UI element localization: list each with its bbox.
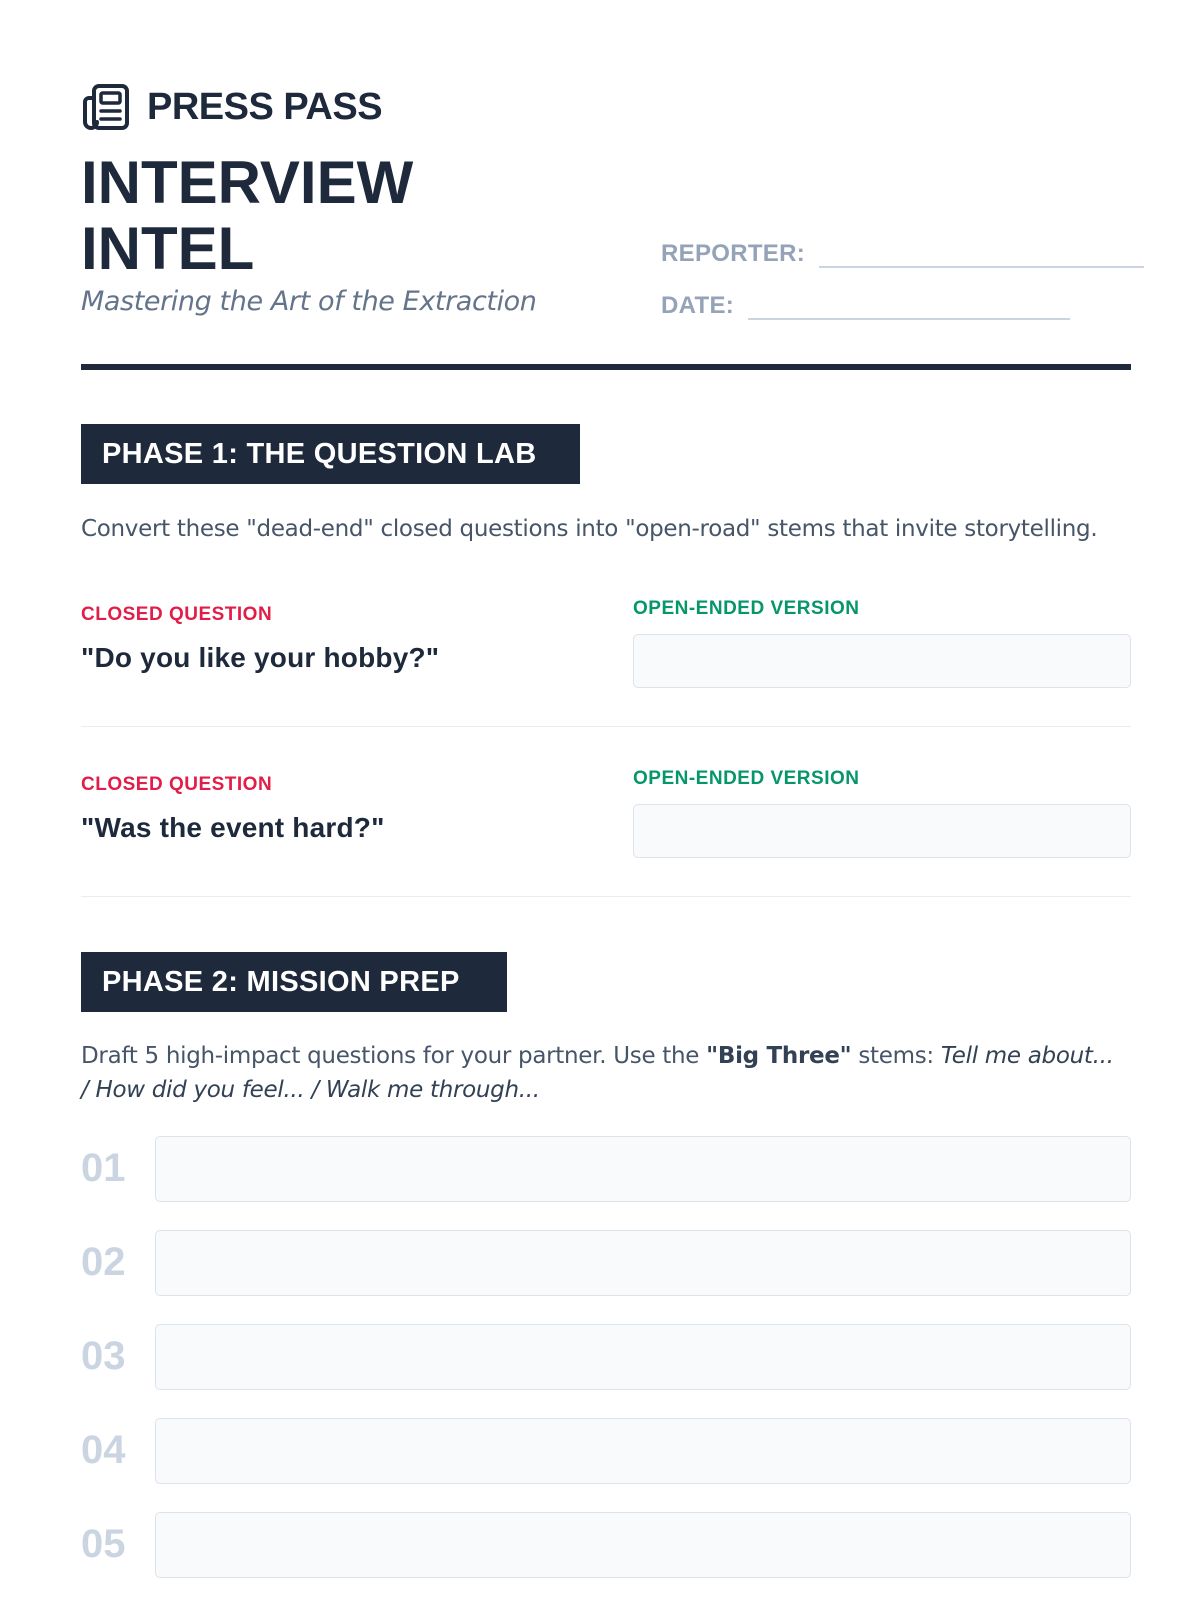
brand-name: PRESS PASS <box>147 86 383 128</box>
question-input[interactable] <box>155 1418 1131 1484</box>
question-input[interactable] <box>155 1324 1131 1390</box>
open-ended-input[interactable] <box>633 634 1131 688</box>
reporter-field <box>661 238 1144 268</box>
closed-question-label: CLOSED QUESTION <box>81 604 273 625</box>
phase2-instructions <box>81 1039 1121 1107</box>
question-number: 05 <box>81 1522 126 1566</box>
open-ended-label: OPEN-ENDED VERSION <box>633 598 860 619</box>
question-row <box>81 1136 1131 1202</box>
date-label: DATE: <box>661 292 735 319</box>
worksheet-page <box>81 0 1131 1600</box>
page-subtitle: Mastering the Art of the Extraction <box>81 286 537 317</box>
question-number: 04 <box>81 1428 126 1472</box>
header-divider <box>81 364 1131 370</box>
question-pair <box>81 756 1131 897</box>
question-stems: Tell me about... / How did you feel... / Walk me through... <box>81 1043 1114 1103</box>
question-row <box>81 1230 1131 1296</box>
closed-question-text: "Was the event hard?" <box>81 812 385 843</box>
phase2-heading: PHASE 2: MISSION PREP <box>81 952 507 1012</box>
title-line-1: INTERVIEW <box>81 149 414 216</box>
reporter-label: REPORTER: <box>661 240 806 267</box>
question-number: 03 <box>81 1334 126 1378</box>
reporter-line[interactable] <box>819 238 1144 268</box>
phase1-instructions: Convert these "dead-end" closed questions into "open-road" stems that invite storytelling. <box>81 516 1098 542</box>
closed-question-label: CLOSED QUESTION <box>81 774 273 795</box>
title-line-2: INTEL <box>81 215 255 282</box>
newspaper-icon <box>81 82 131 132</box>
question-row <box>81 1418 1131 1484</box>
question-input[interactable] <box>155 1230 1131 1296</box>
open-ended-input[interactable] <box>633 804 1131 858</box>
phase2-instructions-mid: stems: <box>851 1043 941 1069</box>
open-ended-label: OPEN-ENDED VERSION <box>633 768 860 789</box>
brand <box>81 82 382 132</box>
closed-question-text: "Do you like your hobby?" <box>81 642 440 673</box>
phase2-instructions-text: Draft 5 high-impact questions for your partner. Use the <box>81 1043 707 1069</box>
question-number: 02 <box>81 1240 126 1284</box>
phase1-heading: PHASE 1: THE QUESTION LAB <box>81 424 580 484</box>
question-input[interactable] <box>155 1512 1131 1578</box>
question-row <box>81 1512 1131 1578</box>
question-pair <box>81 586 1131 727</box>
question-row <box>81 1324 1131 1390</box>
date-line[interactable] <box>748 290 1070 320</box>
big-three-emphasis: "Big Three" <box>706 1043 852 1069</box>
question-number: 01 <box>81 1146 126 1190</box>
question-input[interactable] <box>155 1136 1131 1202</box>
page-title <box>81 150 641 282</box>
date-field <box>661 290 1070 320</box>
